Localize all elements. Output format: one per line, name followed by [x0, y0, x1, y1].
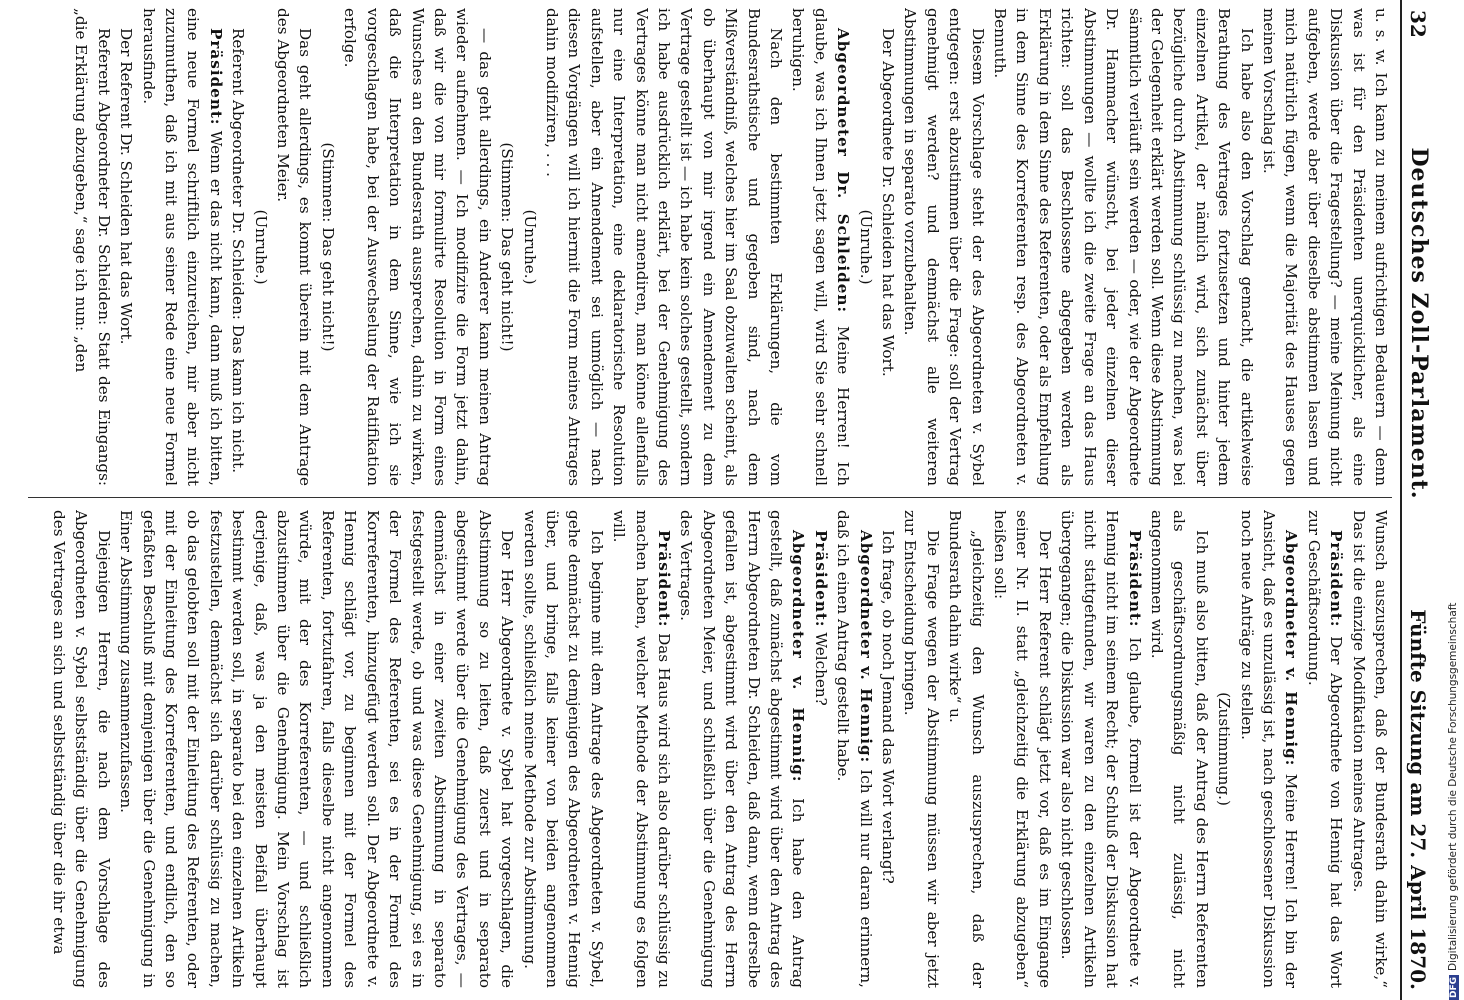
paragraph-text: Ich frage, ob noch Jemand das Wort verlangt? — [879, 530, 898, 884]
paragraph — [70, 8, 115, 486]
interjection — [1213, 510, 1235, 988]
paragraph-text: Das geht allerdings, es kommt überein mit dem Antrage des Abgeordneten Meier. — [274, 8, 315, 486]
running-title: Deutsches Zoll-Parlament. — [1406, 147, 1432, 500]
paragraph-text: Die Frage wegen der Abstimmung müssen wir aber jetzt zur Entscheidung bringen. — [901, 510, 942, 988]
sitting-date: Fünfte Sitzung am 27. April 1870. — [1406, 609, 1430, 990]
interjection-text: (Unruhe.) — [520, 209, 539, 285]
paragraph — [899, 510, 944, 988]
interjection — [854, 8, 876, 486]
paragraph — [1235, 510, 1302, 988]
paragraph-text: Meine Herren! Ich bin der Ansicht, daß es unzulässig ist, nach geschlossener Diskussion noch neue Anträge zu stellen. — [1237, 510, 1301, 988]
interjection — [496, 8, 518, 486]
speaker-label: Abgeordneter v. Hennig: — [856, 530, 875, 764]
right-column — [28, 510, 1392, 988]
paragraph-text: Diesem Vorschlage steht der des Abgeordneten v. Sybel entgegen: erst abzustimmen über die Frage: soll der Vertrag genehmigt werden? und demnächst alle weiteren Abstimmungen in separato vorzubehalten. — [901, 8, 987, 486]
paragraph — [675, 510, 809, 988]
paragraph-text: Der Referent Dr. Schleiden hat das Wort. — [117, 28, 136, 345]
paragraph — [899, 8, 989, 486]
paragraph — [48, 510, 115, 988]
paragraph-text: Der Herr Abgeordnete v. Sybel hat vorgeschlagen, die Abstimmung so zu leiten, daß zuerst und in separato abgestimmt werde über die Genehmigung des Vertrages, — demnächst in einer zweiten Abstimmung in separato festgestellt werde, ob und was diese Genehmigung, sei es in der Formel des Referenten, sei es in der Formel des Korreferenten, hinzugefügt werden soll. Der Abgeordnete v. Hennig schlägt vor, zu beginnen mit der Formel des Referenten, fortzufahren, falls dieselbe nicht angenommen würde, mit der des Korreferenten, — und schließlich abzustimmen über die Genehmigung. Mein Vorschlag ist derjenige, daß, was ja den meisten Beifall überhaupt bestimmt werden soll, in separato bei den einzelnen Artikeln festzustellen, demnächst sich darüber schlüssig zu machen, ob das gelobten soll mit der Einleitung des Referenten, oder mit der Einleitung des Korreferenten, und endlich, den so gefaßten Beschluß mit demjenigen über die Genehmigung in Einer Abstimmung zusammenzufassen. — [117, 510, 517, 988]
paragraph-text: Nach den bestimmten Erklärungen, die vom Bundesrathstische und gegeben sind, nach dem Mißverständniß, welches hier im Saal obzuwalten scheint, als ob überhaupt von mir irgend ein Amendement zu dem Vertrage gestellt ist — ich habe kein solches gestellt, sondern ich habe ausdrücklich erklärt, bei der Genehmigung des Vertrages könne man nicht amendiren, man könne allenfalls nur eine Interpretation, eine deklaratorische Resolution aufstellen, aber ein Amendement sei unmöglich — nach diesen Vorgängen will ich hiermit die Form meines Antrages dahin modifiziren, . . . — [542, 8, 786, 486]
paragraph-text: Ich habe den Antrag gestellt, daß zunächst abgestimmt wird über den Antrag des Herrn Abgeordneten Dr. Schleiden, daß dann, wenn derselbe gefallen ist, abgestimmt wird über den Antrag des Herrn Abgeordneten Meier, und schließlich über die Genehmigung des Vertrages. — [677, 510, 808, 988]
paragraph-text: Diejenigen Herren, die nach dem Vorschlage des Abgeordneten v. Sybel selbstständig über die Genehmigung des Vertrages an sich und selbstständig über die ihr etwa — [50, 510, 113, 988]
interjection-text: (Unruhe.) — [856, 209, 875, 285]
interjection-text: (Stimmen: Das geht nicht!) — [318, 142, 337, 352]
interjection — [518, 8, 540, 486]
paragraph-text: Ich habe also den Vorschlag gemacht, die artikelweise Berathung des Vertrages fortzusetzen und hinter jedem einzelnen Artikel, der nämlich wird, sich zunächst über bezügliche durch Abstimmung schlüssig zu machen, was bei der Gelegenheit erklärt werden soll. Wenn diese Abstimmung sämmtlich verläuft sein werden — oder, wie der Abgeordnete Dr. Hammacher wünscht, bei jeder einzelnen dieser Abstimmungen — wollte ich die zweite Frage an das Haus richten: soll das Beschlossene abgegeben werden als Erklärung in dem Sinne des Referenten, oder als Empfehlung in dem Sinne des Korreferenten resp. des Abgeordneten v. Bennuth. — [991, 8, 1256, 486]
paragraph-text: Ich muß also bitten, daß der Antrag des Herrn Referenten als geschäftsordnungsmäßig nicht zulässig, nicht angenommen wird. — [1147, 510, 1211, 988]
paragraph-text: Ich will nur daran erinnern, daß ich einen Antrag gestellt habe. — [834, 510, 875, 988]
paragraph — [832, 510, 877, 988]
paragraph — [518, 510, 608, 988]
speaker-label: Abgeordneter v. Hennig: — [789, 530, 808, 783]
paragraph — [115, 510, 518, 988]
paragraph — [541, 8, 787, 486]
page-number: 32 — [1406, 10, 1430, 38]
paragraph-text: — das geht allerdings, ein Anderer kann meinen Antrag wieder aufnehmen. — Ich modifizire die Form jetzt dahin, daß wir die von mir formulirte Resolution in Form eines Wunsches an den Bundesrath aussprechen, dahin zu wirken, daß die Interpretation in dem Sinne, wie ich sie vorgeschlagen habe, bei der Auswechselung der Ratifikation erfolge. — [341, 8, 494, 486]
paragraph — [1302, 510, 1347, 988]
paragraph-text: Wunsch auszusprechen, daß der Bundesrath dahin wirke,“ Das ist die einzige Modifikation meines Antrages. — [1349, 510, 1390, 988]
speaker-label: Präsident: — [655, 530, 673, 628]
paragraph-text: Der Abgeordnete Dr. Schleiden hat das Wort. — [879, 28, 898, 377]
column-divider — [28, 497, 1392, 498]
speaker-label: Präsident: — [206, 28, 225, 126]
speaker-label: Abgeordneter Dr. Schleiden: — [834, 28, 853, 314]
paragraph-text: Meine Herren! Ich glaube, was ich Ihnen jetzt sagen will, wird Sie sehr schnell beruhigen. — [789, 8, 853, 486]
paragraph-text: Wenn er das nicht kann, dann muß ich bitten, eine neue Formel schriftlich einzureichen, mir aber nicht zuzumuthen, daß ich mit aus seiner Rede eine neue Formel herausfinde. — [139, 8, 225, 486]
speaker-label: Präsident: — [811, 530, 830, 628]
paragraph — [1056, 510, 1146, 988]
interjection-text: (Zustimmung.) — [1215, 692, 1234, 806]
paragraph — [989, 8, 1258, 486]
dfg-logo: DFG — [1449, 976, 1459, 998]
paragraph — [227, 8, 249, 486]
speaker-label: Präsident: — [1327, 530, 1346, 628]
paragraph-text: „gleichzeitig den Wunsch auszusprechen, daß der Bundesrath dahin wirke“ u. — [946, 510, 987, 988]
paragraph-text: Ich glaube, formell ist der Abgeordnete v. Hennig nicht im seinem Recht; der Schluß der Diskussion hat nicht stattgefunden, wir waren zu den einzelnen Artikeln übergegangen; die Diskussion war also nicht geschlossen. — [1058, 510, 1144, 988]
paragraph — [877, 510, 899, 988]
paragraph-text: Ich beginne mit dem Antrage des Abgeordneten v. Sybel, gehe demnächst zu demjenigen des Abgeordneten v. Hennig über, und bringe, falls keiner von beiden angenommen werden sollte, schließlich meine Methode zur Abstimmung. — [520, 510, 606, 988]
paragraph — [877, 8, 899, 486]
paragraph — [1146, 510, 1213, 988]
paragraph — [944, 510, 989, 988]
credit-text: Digitalisierung gefördert durch die Deutsche Forschungsgemeinschaft — [1447, 602, 1459, 971]
paragraph — [608, 510, 675, 988]
rotated-page — [18, 0, 1438, 1000]
interjection — [317, 8, 339, 486]
paragraph — [115, 8, 137, 486]
interjection-text: (Unruhe.) — [251, 209, 270, 285]
paragraph-text: u. s. w. Ich kann zu meinem aufrichtigen Bedauern — denn was ist für den Präsidenten unerquicklicher, als eine Diskussion über die Fragestellung? — meine Meinung nicht aufgeben, werde aber über dieselbe abstimmen lassen und mich natürlich fügen, wenn die Majorität des Hauses gegen meinen Vorschlag ist. — [1259, 8, 1390, 486]
speaker-label: Abgeordneter v. Hennig: — [1282, 530, 1301, 767]
paragraph-text: Referent Abgeordneter Dr. Schleiden: Statt des Eingangs: „die Erklärung abzugeben,“ sage ich nun: „den — [72, 8, 113, 486]
paragraph — [1347, 510, 1392, 988]
left-column — [28, 8, 1392, 486]
paragraph-text: Welchen? — [811, 632, 830, 706]
digitization-credit — [1447, 603, 1459, 1000]
interjection — [249, 8, 271, 486]
paragraph — [809, 510, 831, 988]
paragraph — [137, 8, 227, 486]
paragraph-text: Referent Abgeordneter Dr. Schleiden: Das kann ich nicht. — [229, 28, 248, 474]
paragraph-text: Der Herr Referent schlägt jetzt vor, daß es im Eingange seiner Nr. II. statt „gleichzeitig die Erklärung abzugeben“ heißen soll: — [991, 510, 1054, 988]
paragraph-text: Das Haus wird sich also darüber schlüssig zu machen haben, welcher Methode der Abstimmung es folgen will. — [610, 510, 673, 988]
paragraph — [272, 8, 317, 486]
page-header — [1400, 0, 1438, 1000]
paragraph — [339, 8, 496, 486]
paragraph — [787, 8, 854, 486]
speaker-label: Präsident: — [1125, 530, 1144, 628]
paragraph — [989, 510, 1056, 988]
interjection-text: (Stimmen: Das geht nicht!) — [498, 142, 517, 352]
paragraph — [1258, 8, 1392, 486]
paragraph-text: Der Abgeordnete von Hennig hat das Wort zur Geschäftsordnung. — [1304, 510, 1346, 988]
